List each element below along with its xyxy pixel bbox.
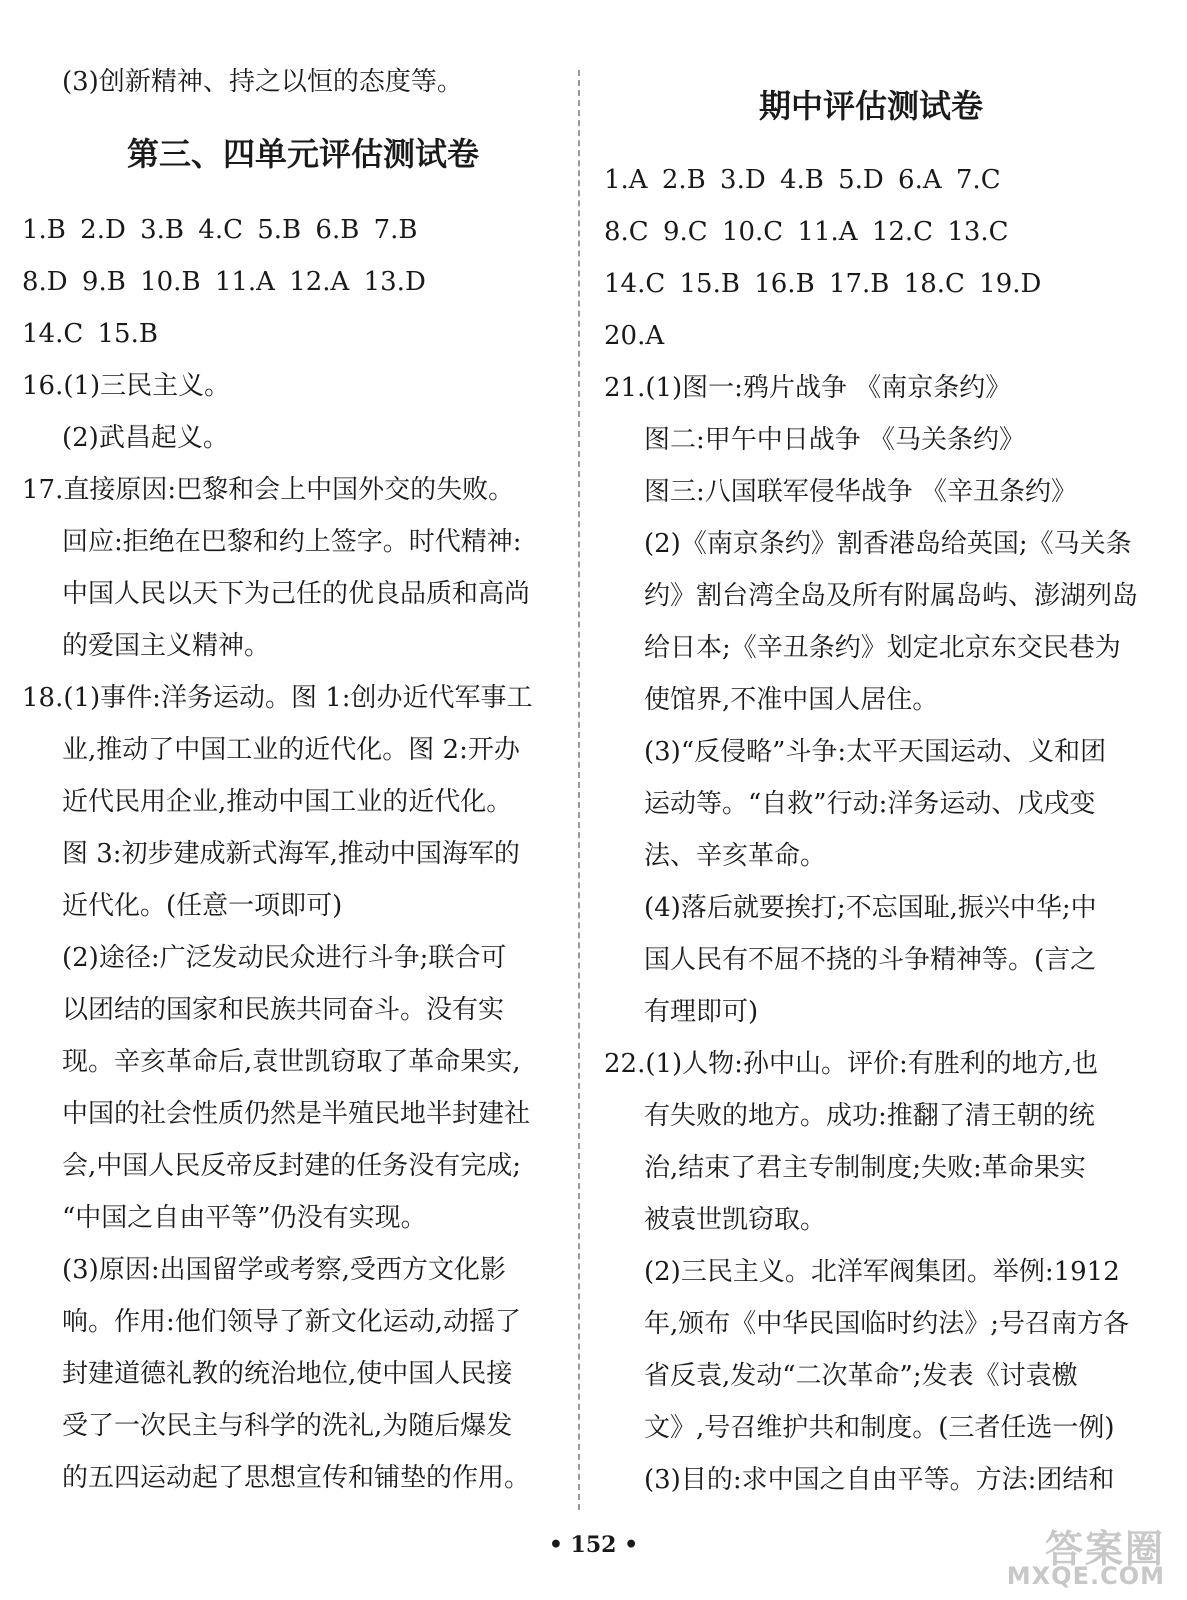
answer-line: 运动等。“自救”行动:洋务运动、戊戌变 — [644, 789, 1096, 819]
answer-line: 图 3:初步建成新式海军,推动中国海军的 — [62, 839, 520, 869]
answer-line: 近代化。(任意一项即可) — [62, 891, 343, 921]
answer-line: 响。作用:他们领导了新文化运动,动摇了 — [62, 1307, 522, 1337]
choice-answer-row: 14.C 15.B — [22, 319, 158, 349]
answer-line: 回应:拒绝在巴黎和约上签字。时代精神: — [62, 527, 522, 557]
choice-answer-row: 20.A — [604, 321, 665, 351]
answer-line: 图二:甲午中日战争 《马关条约》 — [644, 425, 1026, 455]
answer-line: 以团结的国家和民族共同奋斗。没有实 — [62, 995, 505, 1025]
choice-answer-row: 14.C 15.B 16.B 17.B 18.C 19.D — [604, 269, 1042, 299]
answer-line: 封建道德礼教的统治地位,使中国人民接 — [62, 1359, 513, 1389]
answer-line: (3)原因:出国留学或考察,受西方文化影 — [62, 1255, 506, 1285]
answer-line: 国人民有不屈不挠的斗争精神等。(言之 — [644, 945, 1097, 975]
answer-line: 业,推动了中国工业的近代化。图 2:开办 — [62, 735, 520, 765]
page-number: • 152 • — [548, 1532, 639, 1558]
answer-line: (3)“反侵略”斗争:太平天国运动、义和团 — [644, 737, 1107, 767]
answer-line: 图三:八国联军侵华战争 《辛丑条约》 — [644, 477, 1078, 507]
answer-line: 省反袁,发动“二次革命”;发表《讨袁檄 — [644, 1361, 1078, 1391]
answer-line: (2)途径:广泛发动民众进行斗争;联合可 — [62, 943, 507, 973]
answer-line: 16.(1)三民主义。 — [22, 371, 231, 401]
choice-answer-row: 1.B 2.D 3.B 4.C 5.B 6.B 7.B — [22, 215, 418, 245]
answer-line: 治,结束了君主专制制度;失败:革命果实 — [644, 1153, 1086, 1183]
answer-line: 文》,号召维护共和制度。(三者任选一例) — [644, 1413, 1115, 1443]
answer-line: (2)武昌起义。 — [62, 423, 229, 453]
section-heading-units-3-4: 第三、四单元评估测试卷 — [127, 135, 480, 173]
answer-line: 法、辛亥革命。 — [644, 841, 827, 871]
answer-line: (3)目的:求中国之自由平等。方法:团结和 — [644, 1465, 1115, 1495]
answer-line: 给日本;《辛丑条约》划定北京东交民巷为 — [644, 633, 1121, 663]
answer-line: (2)《南京条约》割香港岛给英国;《马关条 — [644, 529, 1132, 559]
watermark-url: MXQE.COM — [1006, 1562, 1165, 1590]
choice-answer-row: 1.A 2.B 3.D 4.B 5.D 6.A 7.C — [604, 165, 1001, 195]
answer-line: 的五四运动起了思想宣传和铺垫的作用。 — [62, 1463, 531, 1493]
choice-answer-row: 8.D 9.B 10.B 11.A 12.A 13.D — [22, 267, 426, 297]
watermark-logo — [985, 1518, 1175, 1592]
answer-line: 21.(1)图一:鸦片战争 《南京条约》 — [604, 373, 1012, 403]
answer-line: 中国的社会性质仍然是半殖民地半封建社 — [62, 1099, 531, 1129]
answer-line: 有失败的地方。成功:推翻了清王朝的统 — [644, 1101, 1095, 1131]
answer-line: (4)落后就要挨打;不忘国耻,振兴中华;中 — [644, 893, 1097, 923]
answer-line: 18.(1)事件:洋务运动。图 1:创办近代军事工 — [22, 683, 533, 713]
answer-line: 约》割台湾全岛及所有附属岛屿、澎湖列岛 — [644, 581, 1139, 611]
answer-line: 会,中国人民反帝反封建的任务没有完成; — [62, 1151, 522, 1181]
column-divider — [578, 70, 580, 1510]
answer-line: 被袁世凯窃取。 — [644, 1205, 827, 1235]
answer-line: 有理即可) — [644, 997, 759, 1027]
answer-line: 现。辛亥革命后,袁世凯窃取了革命果实, — [62, 1047, 521, 1077]
answer-line: 受了一次民主与科学的洗礼,为随后爆发 — [62, 1411, 513, 1441]
answer-line: 年,颁布《中华民国临时约法》;号召南方各 — [644, 1309, 1130, 1339]
answer-line: (2)三民主义。北洋军阀集团。举例:1912 — [644, 1257, 1120, 1287]
answer-line: 22.(1)人物:孙中山。评价:有胜利的地方,也 — [604, 1049, 1098, 1079]
answer-line: 的爱国主义精神。 — [62, 631, 271, 661]
section-heading-midterm: 期中评估测试卷 — [759, 87, 984, 125]
answer-line: 使馆界,不准中国人居住。 — [644, 685, 939, 715]
intro-line: (3)创新精神、持之以恒的态度等。 — [62, 67, 463, 97]
answer-line: 17.直接原因:巴黎和会上中国外交的失败。 — [22, 475, 515, 505]
answer-line: 近代民用企业,推动中国工业的近代化。 — [62, 787, 513, 817]
answer-line: “中国之自由平等”仍没有实现。 — [62, 1203, 427, 1233]
answer-line: 中国人民以天下为己任的优良品质和高尚 — [62, 579, 531, 609]
choice-answer-row: 8.C 9.C 10.C 11.A 12.C 13.C — [604, 217, 1009, 247]
watermark-text: 答案圈 — [1044, 1527, 1165, 1571]
